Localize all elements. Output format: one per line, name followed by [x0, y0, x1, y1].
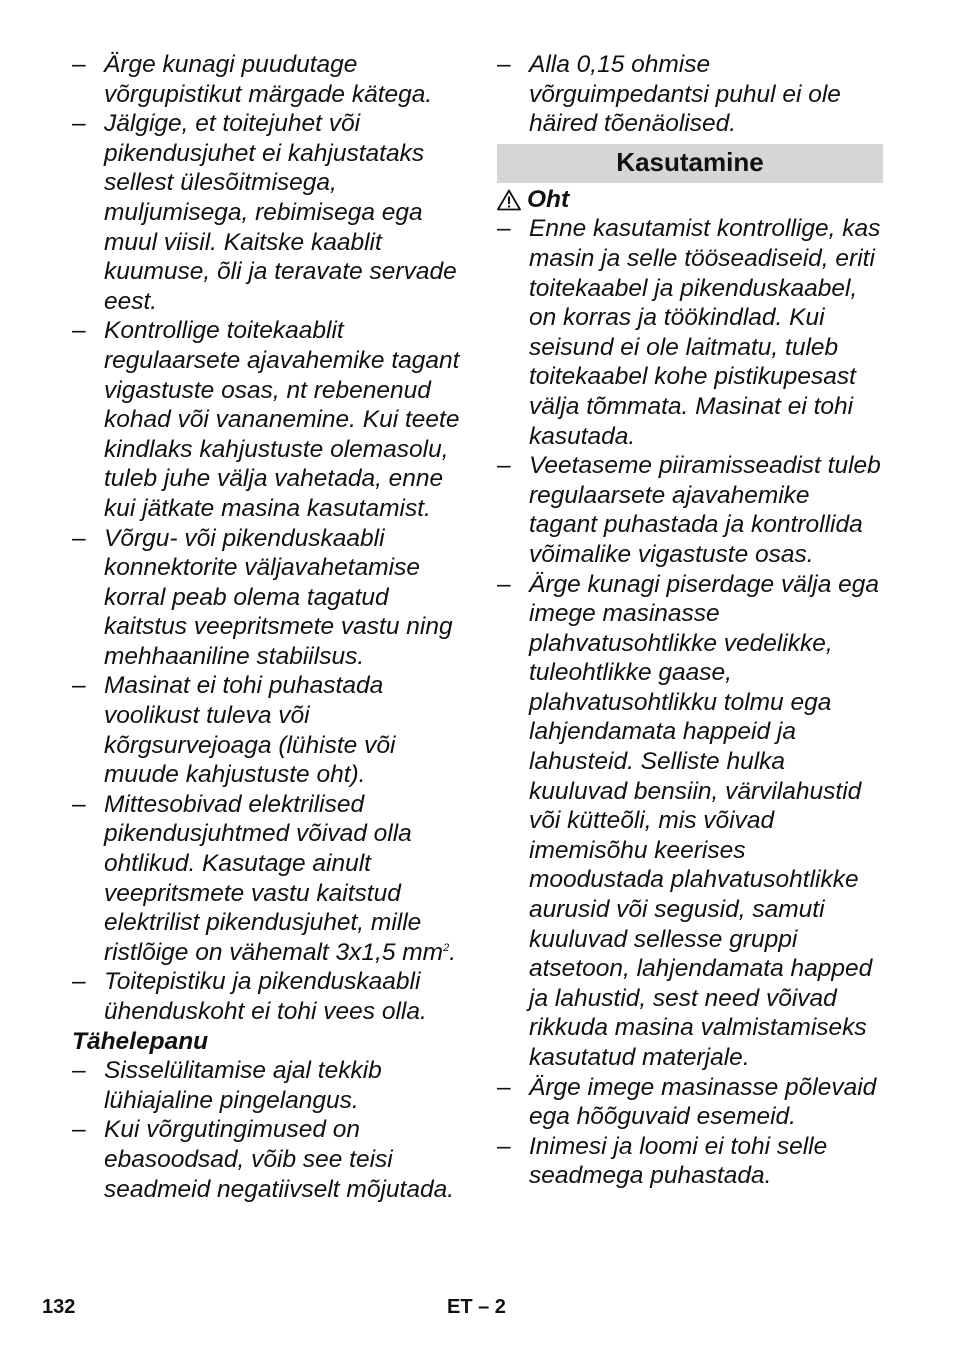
list-item-text: Sisselülitamise ajal tekkib lühiajaline pingelangus. [104, 1057, 382, 1114]
warning-triangle-icon [497, 189, 521, 211]
list-dash: – [72, 524, 86, 552]
list-dash: – [497, 452, 511, 480]
note-list [72, 1056, 464, 1204]
list-dash: – [72, 317, 86, 345]
list-dash: – [72, 1116, 86, 1144]
list-item-text [104, 790, 464, 968]
footer-section [447, 1296, 506, 1319]
right-list-impedance [497, 50, 883, 139]
list-item-text: Inimesi ja loomi ei tohi selle seadmega puhastada. [529, 1132, 828, 1190]
right-list-usage [497, 214, 883, 1191]
right-column [497, 50, 883, 1191]
danger-label: Oht [527, 185, 570, 213]
left-list-safety [72, 50, 464, 790]
list-dash: – [72, 968, 86, 996]
list-item [72, 671, 464, 789]
left-list-connector [72, 967, 464, 1026]
list-item-text: Masinat ei tohi puhastada voolikust tuleva või kõrgsurvejoaga (lühiste või muude kahjustuste oht). [104, 672, 396, 789]
list-dash: – [497, 1073, 511, 1101]
superscript-2: 2 [443, 941, 450, 954]
list-item [72, 524, 464, 672]
list-item-extension-cable [72, 790, 464, 968]
list-item [497, 1073, 883, 1132]
list-item [497, 451, 883, 569]
danger-heading [497, 185, 883, 215]
list-item [497, 570, 883, 1073]
section-title: Kasutamine [616, 146, 764, 177]
list-item-text: Toitepistiku ja pikenduskaabli ühenduskoht ei tohi vees olla. [104, 968, 427, 1025]
list-item-text: Veetaseme piiramisseadist tuleb regulaarsete ajavahemike tagant puhastada ja kontrollida võimalike vigastuste osas. [529, 452, 881, 568]
list-item [72, 1056, 464, 1115]
list-item-text: Jälgige, et toitejuhet või pikendusjuhet ei kahjustataks sellest ülesõitmisega, muljumisega, rebimisega ega muul viisil. Kaitske kaablit kuumuse, õli ja teravate servade eest. [104, 110, 457, 315]
list-dash: – [497, 215, 511, 243]
list-dash: – [497, 1132, 511, 1160]
section-title-bar [497, 144, 883, 183]
left-column [72, 50, 464, 1204]
list-dash: – [497, 570, 511, 598]
page-number: 132 [42, 1296, 76, 1318]
list-item-text: Ärge imege masinasse põlevaid ega hõõguvaid esemeid. [529, 1073, 877, 1131]
list-dash: – [497, 51, 511, 78]
list-item-text: Kontrollige toitekaablit regulaarsete ajavahemike tagant vigastuste osas, nt rebenenud kohad või vananemine. Kui teete kindlaks kahjustuste olemasolu, tuleb juhe välja vahetada, enne kui jätkate masina kasutamist. [104, 317, 460, 522]
list-item-text: Võrgu- või pikenduskaabli konnektorite väljavahetamise korral peab olema tagatud kaitstus veepritsmete vastu ning mehhaaniline stabiilsus. [104, 524, 453, 670]
list-dash: – [72, 110, 86, 138]
list-item-text: Enne kasutamist kontrollige, kas masin ja selle tööseadiseid, eriti toitekaabel ja pikenduskaabel, on korras ja töökindlad. Kui seisund ei ole laitmatu, tuleb toitekaabel kohe pistikupesast välja tõmmata. Masinat ei tohi kasutada. [529, 215, 881, 450]
footer-ref: – 2 [478, 1296, 506, 1318]
list-item [72, 967, 464, 1026]
list-item [497, 1132, 883, 1191]
list-dash: – [72, 672, 86, 700]
footer-lang: ET [447, 1296, 473, 1318]
list-item-text: Ärge kunagi puudutage võrgupistikut märgade kätega. [104, 51, 433, 108]
cable-text-end: . [449, 938, 457, 966]
list-item-text: Alla 0,15 ohmise võrguimpedantsi puhul ei ole häired tõenäolised. [529, 51, 841, 138]
list-item [72, 50, 464, 109]
list-item [72, 1115, 464, 1204]
list-item [497, 50, 883, 139]
list-dash: – [72, 51, 86, 78]
cable-text: Mittesobivad elektrilised pikendusjuhtmed võivad olla ohtlikud. Kasutage ainult veepritsmete vastu kaitstud elektrilist pikendusjuhet, mille ristlõige on vähemalt 3x1,5 mm [104, 790, 444, 966]
list-dash: – [72, 790, 86, 818]
list-item [72, 316, 464, 523]
list-item [72, 109, 464, 316]
list-item-text: Kui võrgutingimused on ebasoodsad, võib see teisi seadmeid negatiivselt mõjutada. [104, 1116, 455, 1203]
list-item [497, 214, 883, 451]
list-dash: – [72, 1057, 86, 1085]
list-item-text: Ärge kunagi piserdage välja ega imege masinasse plahvatusohtlikke vedelikke, tuleohtlikke gaase, plahvatusohtlikku tolmu ega lahjendamata happeid ja lahusteid. Selliste hulka kuuluvad bensiin, värvilahustid või kütteõli, mis võivad imemisõhu keerises moodustada plahvatusohtlikke aurusid või segusid, samuti kuuluvad sellesse gruppi atsetoon, lahjendamata happed ja lahustid, sest need võivad rikkuda masina valmistamiseks kasutatud materjale. [529, 570, 880, 1071]
note-heading: Tähelepanu [72, 1027, 209, 1055]
